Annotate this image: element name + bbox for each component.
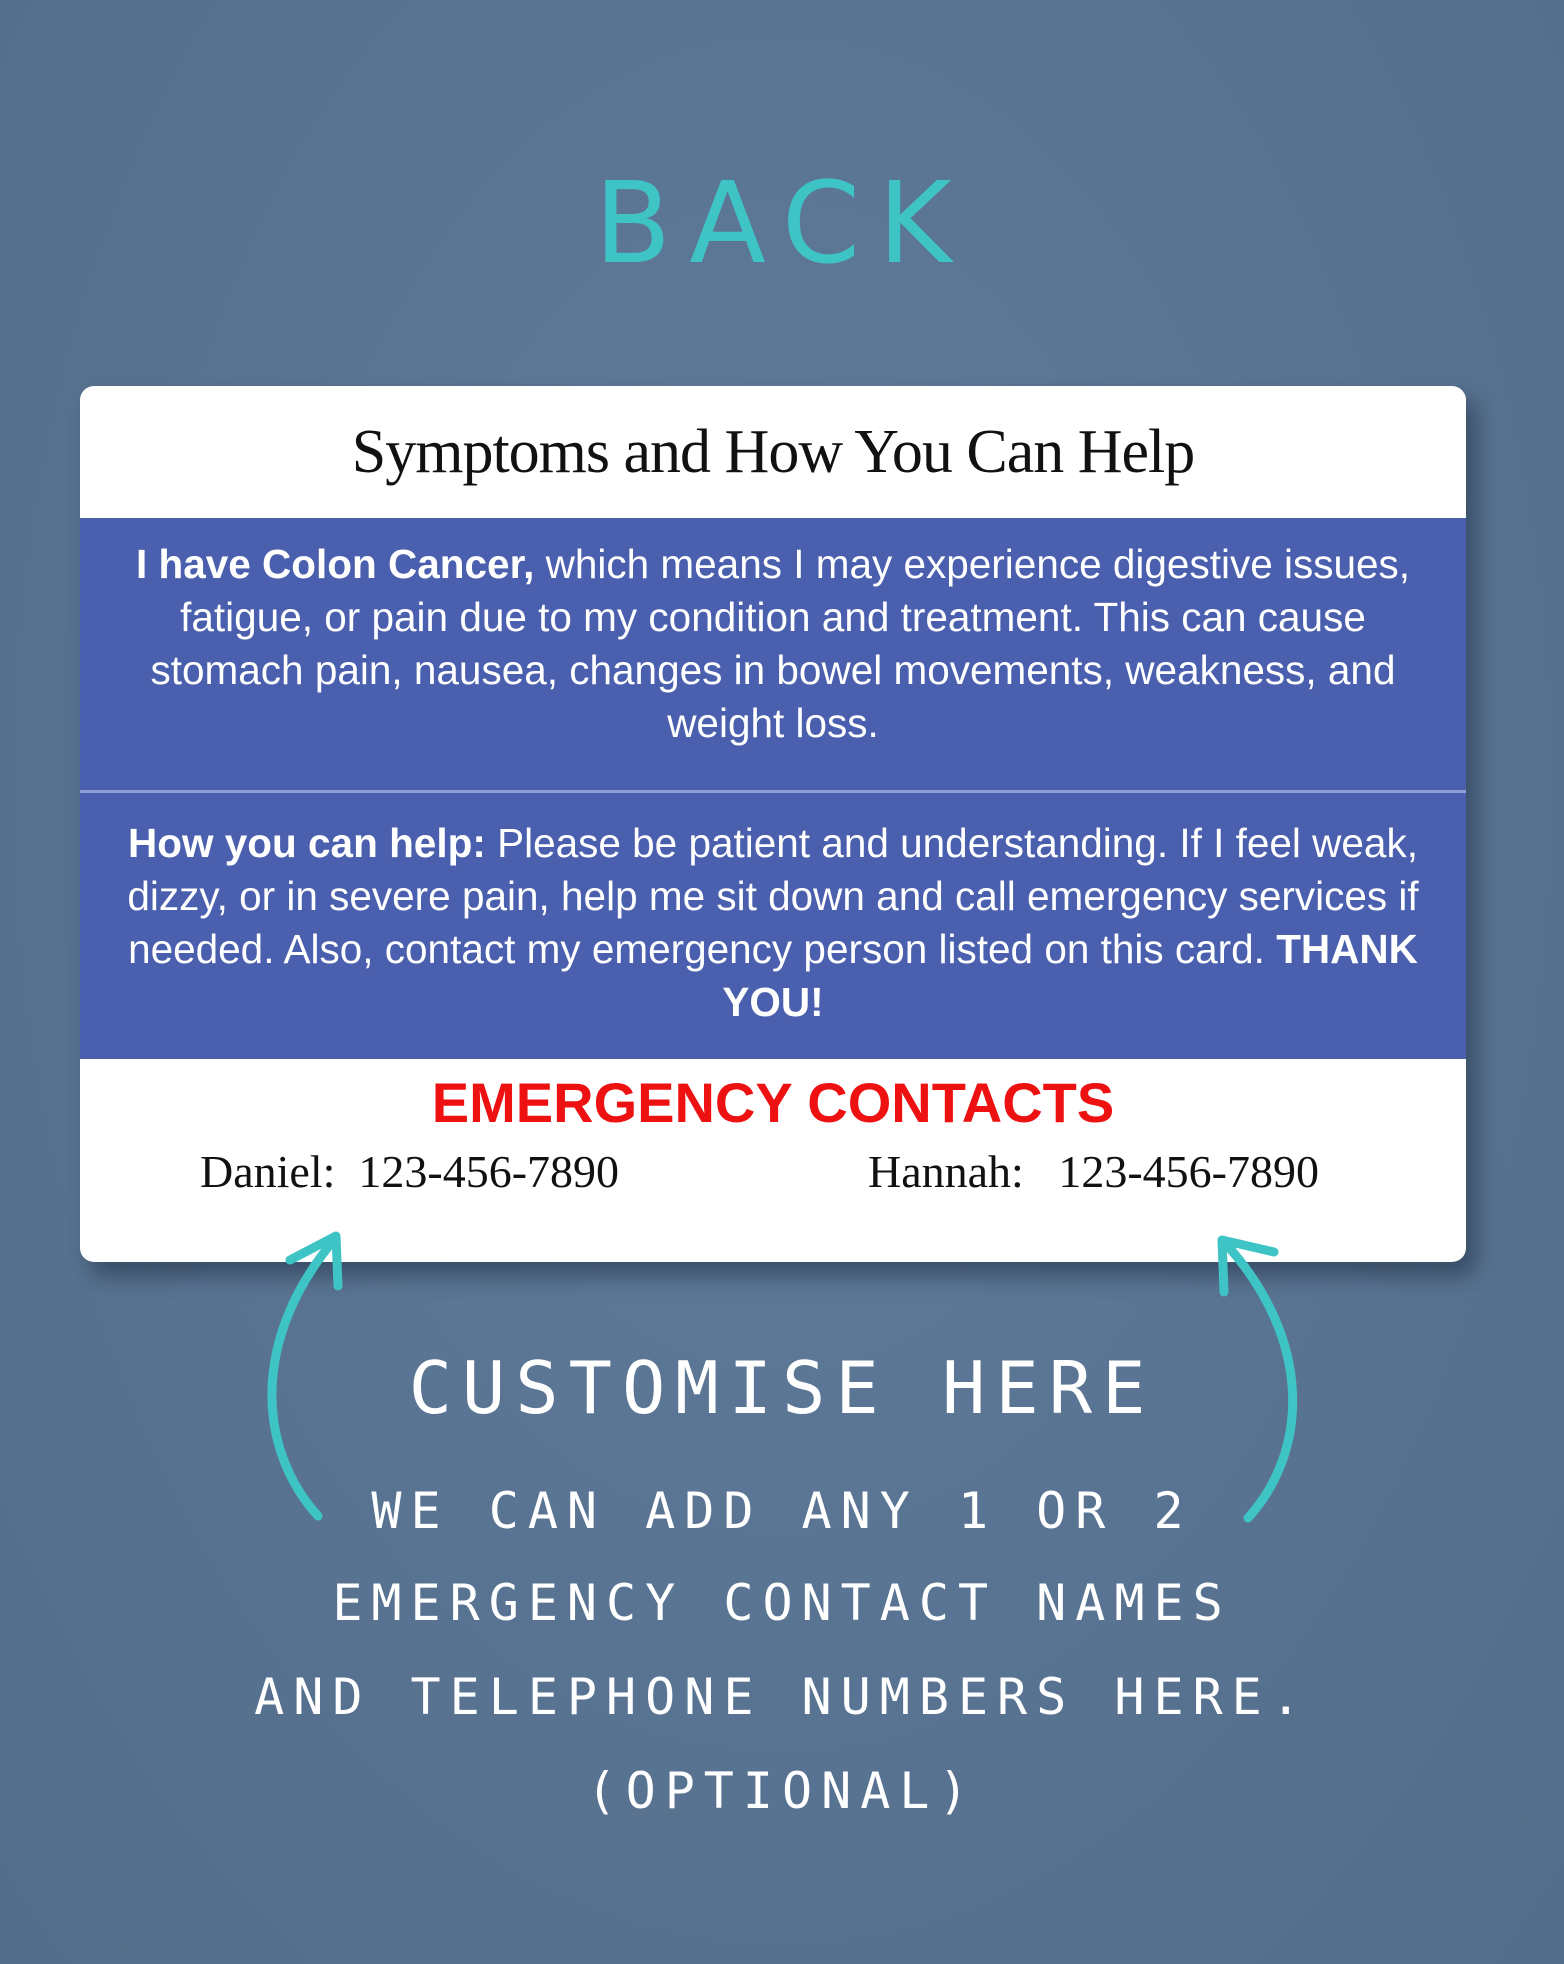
help-panel xyxy=(80,793,1466,1059)
caption-line: (OPTIONAL) xyxy=(586,1762,978,1820)
card-title: Symptoms and How You Can Help xyxy=(351,417,1195,486)
contact-phone: 123-456-7890 xyxy=(1058,1146,1319,1197)
contact-name: Daniel: xyxy=(200,1146,336,1197)
help-bold-text: How you can help: xyxy=(128,820,486,866)
condition-panel xyxy=(80,518,1466,790)
contact-name: Hannah: xyxy=(868,1146,1024,1197)
help-text: Please be patient and understanding. If I feel weak, dizzy, or in severe pain, help me sit down and call emergency services if needed. Also, contact my emergency person listed on this card. xyxy=(127,820,1419,972)
emergency-contacts-row xyxy=(80,1135,1466,1225)
caption-line: WE CAN ADD ANY 1 OR 2 xyxy=(371,1482,1193,1540)
contact-item xyxy=(868,1145,1319,1198)
caption-line: EMERGENCY CONTACT NAMES xyxy=(332,1574,1232,1632)
medical-card xyxy=(80,386,1466,1262)
contact-item xyxy=(200,1145,619,1198)
condition-text: which means I may experience digestive issues, fatigue, or pain due to my condition and treatment. This can cause stomach pain, nausea, changes in bowel movements, weakness, and weight loss. xyxy=(150,541,1411,746)
condition-bold-text: I have Colon Cancer, xyxy=(135,541,535,587)
page-heading: BACK xyxy=(594,159,970,289)
caption-line: AND TELEPHONE NUMBERS HERE. xyxy=(254,1668,1310,1726)
thank-you-text: THANK YOU! xyxy=(722,926,1418,1025)
contact-phone: 123-456-7890 xyxy=(358,1146,620,1197)
emergency-contacts-title: EMERGENCY CONTACTS xyxy=(431,1071,1115,1134)
customise-headline: CUSTOMISE HERE xyxy=(408,1346,1156,1430)
